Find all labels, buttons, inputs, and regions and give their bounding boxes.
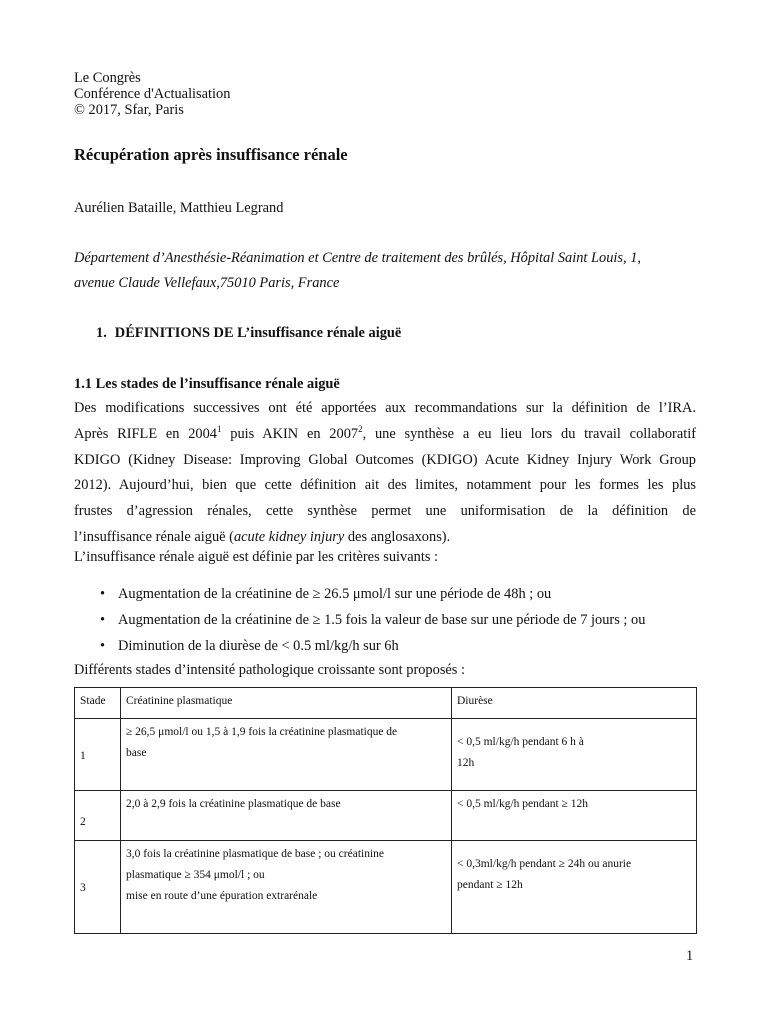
list-item: • Augmentation de la créatinine de ≥ 26.5 μmol/l sur une période de 48h ; ou (100, 586, 552, 602)
list-item: • Diminution de la diurèse de < 0.5 ml/kg/h sur 6h (100, 638, 399, 654)
stades-intro: Différents stades d’intensité pathologique croissante sont proposés : (74, 662, 465, 678)
footnote-ref: 1 (217, 423, 222, 434)
paragraph-line: Après RIFLE en 2004$^1$ puis AKIN en 2007$^2$, une synthèse a eu lieu lors du travail collaboratif (74, 423, 697, 442)
diurese-cell: < 0,5 ml/kg/h pendant ≥ 12h (452, 791, 697, 841)
italic-term: acute kidney injury (233, 528, 345, 545)
bullet-icon: • (100, 586, 106, 602)
criteria-intro: L’insuffisance rénale aiguë est définie par les critères suivants : (74, 549, 439, 565)
table-header-cell: Créatinine plasmatique (121, 688, 452, 719)
authors: Aurélien Bataille, Matthieu Legrand (74, 200, 284, 216)
section-heading (96, 325, 401, 341)
bullet-icon: • (100, 612, 106, 628)
paragraph-line: 2012). Aujourd’hui, bien que cette définition ait des limites, notamment pour les formes les plus (74, 477, 696, 494)
section-number: 1. (96, 325, 107, 341)
creatinine-cell: ≥ 26,5 μmol/l ou 1,5 à 1,9 fois la créatinine plasmatique de base (121, 719, 452, 791)
table-row (75, 791, 697, 841)
stade-cell: 1 (75, 719, 121, 791)
header-copyright: © 2017, Sfar, Paris (74, 102, 184, 118)
document-title: Récupération après insuffisance rénale (74, 145, 348, 164)
diurese-cell: < 0,3ml/kg/h pendant ≥ 24h ou anurie pendant ≥ 12h (452, 841, 697, 934)
header-conference: Conférence d'Actualisation (74, 86, 231, 102)
creatinine-cell: 2,0 à 2,9 fois la créatinine plasmatique de base (121, 791, 452, 841)
header-congress: Le Congrès (74, 70, 141, 86)
bullet-icon: • (100, 638, 106, 654)
table-header-cell: Diurèse (452, 688, 697, 719)
footnote-ref: 2 (358, 423, 363, 434)
table-header-cell: Stade (75, 688, 121, 719)
table-row (75, 841, 697, 934)
subsection-heading: 1.1 Les stades de l’insuffisance rénale aiguë (74, 376, 340, 392)
stade-cell: 3 (75, 841, 121, 934)
paragraph-line: l’insuffisance rénale aiguë (acute kidney injury des anglosaxons). (74, 528, 451, 545)
affiliation-line-2: avenue Claude Vellefaux,75010 Paris, France (74, 275, 340, 291)
table-header-row (75, 688, 697, 719)
creatinine-cell: 3,0 fois la créatinine plasmatique de base ; ou créatinine plasmatique ≥ 354 μmol/l ; ou mise en route d’une épuration extrarénale (121, 841, 452, 934)
table-row (75, 719, 697, 791)
stades-table (74, 687, 697, 934)
list-item: • Augmentation de la créatinine de ≥ 1.5 fois la valeur de base sur une période de 7 jours ; ou (100, 612, 646, 628)
page-number: 1 (686, 948, 694, 964)
section-heading-text: DÉFINITIONS DE L’insuffisance rénale aiguë (114, 325, 402, 341)
affiliation-line-1: Département d’Anesthésie-Réanimation et Centre de traitement des brûlés, Hôpital Saint Louis, 1, (74, 250, 642, 266)
paragraph-line: Des modifications successives ont été apportées aux recommandations sur la définition de l’IRA. (74, 400, 696, 416)
paragraph-line: frustes d’agression rénales, cette synthèse permet une uniformisation de la définition de (74, 503, 696, 520)
stade-cell: 2 (75, 791, 121, 841)
paragraph-line: KDIGO (Kidney Disease: Improving Global Outcomes (KDIGO) Acute Kidney Injury Work Group (74, 451, 696, 468)
criteria-list (100, 585, 645, 663)
diurese-cell: < 0,5 ml/kg/h pendant 6 h à 12h (452, 719, 697, 791)
definition-paragraph (74, 396, 696, 551)
